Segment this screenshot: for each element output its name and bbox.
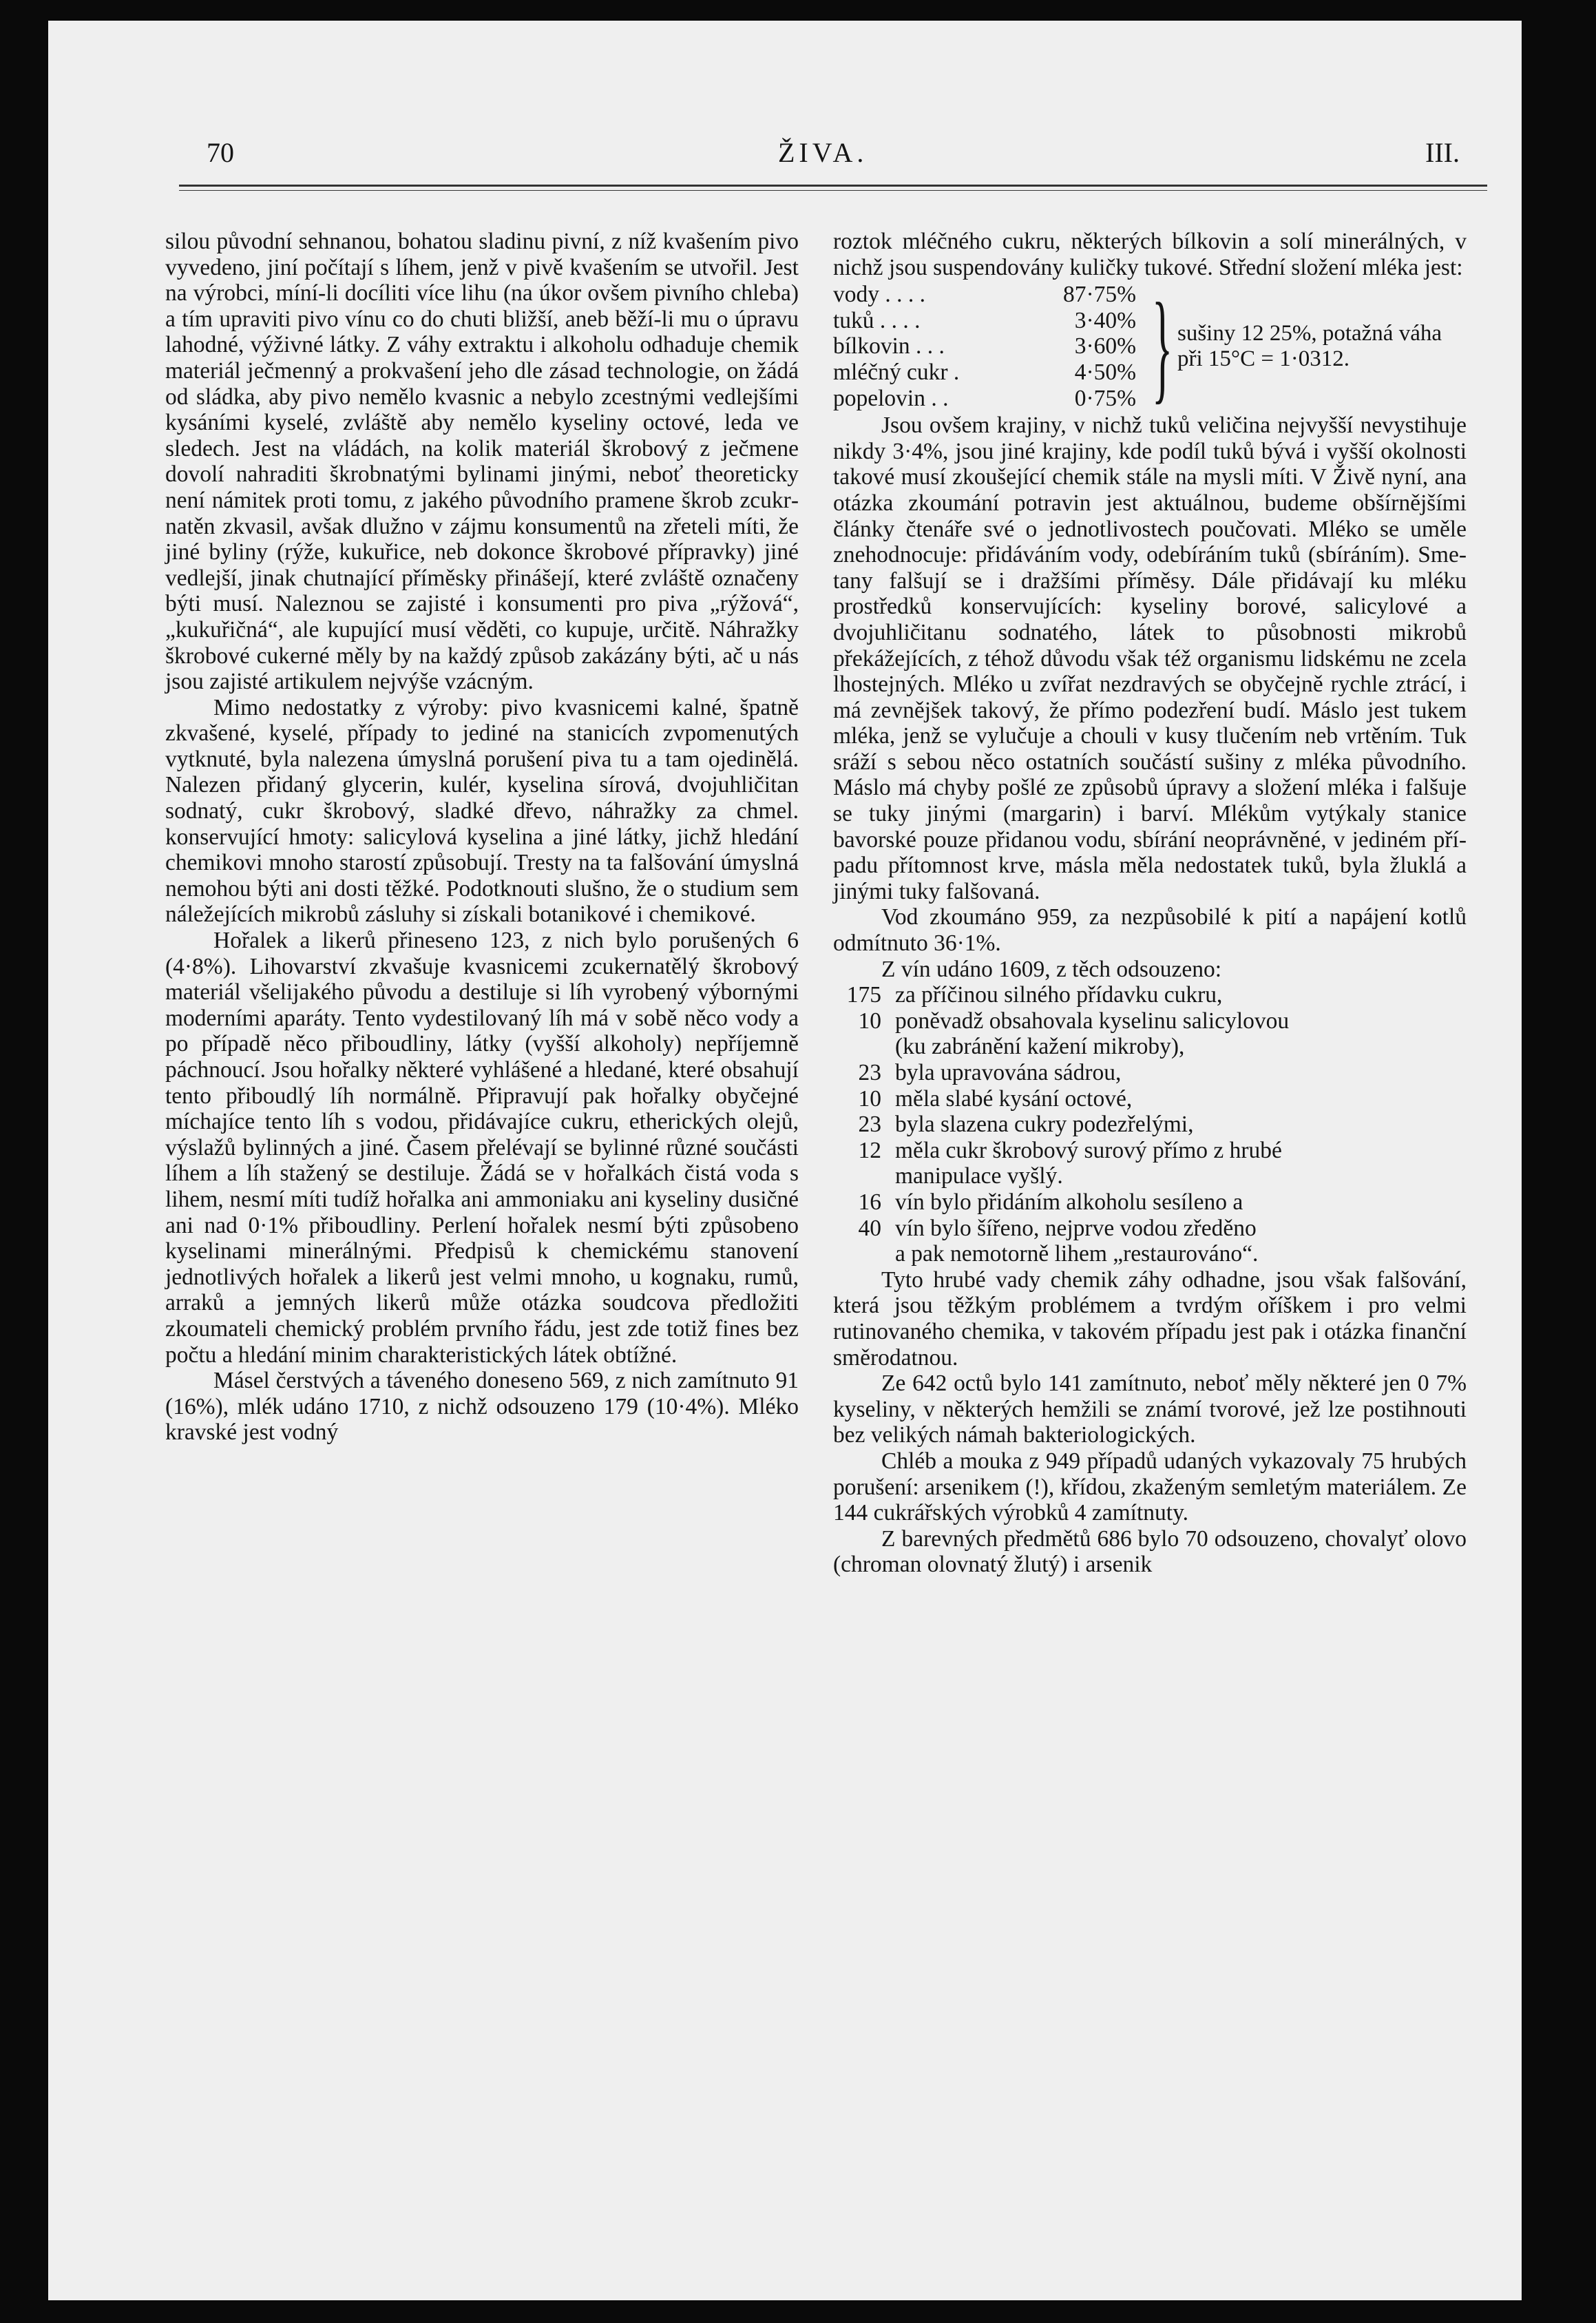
list-item-continuation: a pak nemotorně lihem „restaurováno“.: [895, 1241, 1259, 1267]
paragraph-fat: Jsou ovšem krajiny, v nichž tuků veličina nejvyšší nevystihuje nikdy 3·4%, jsou jiné krajiny, kde podíl tuků bývá i vyšší okolnosti takové musí zkoušející chemik stále na mysli míti. V Živě nyní, ana otázka zkoumání potravin jest aktuálnou, budeme obšírnějšími články čtenáře své o jednotlivostech poučovati. Mléko se uměle znehodnocuje: přidáváním vody, odebíráním tuků (sbíráním). Smetany falšují se i dražšími příměsy. Dále přidávají ku mléku prostředků konservujících: kyseliny borové, salicylové a dvojuhličitanu sodnatého, látek to působnosti mikrobů překážejících, z téhož důvodu však též organismu lidskému ne zcela lhostejných. Mléko u zvířat nezdravých se obyčejně rychle ztrácí, i má zevnějšek takový, že přímo podezření budí. Máslo jest tukem mléka, jenž se vylučuje a chouli v kusy tlučením neb vrtěním. Tuk sráží s sebou něco ostatních součástí sušiny z mléka původního. Máslo má chyby pošlé ze způsobů úpravy a složení mléka i falšuje se tuky jinými (margarin) i barví. Mlékům vytýkaly stanice bavorské pouze přidanou vodu, sbírání neoprávněné, v jediném případu přítomnost krve, másla měla nedostatek tuků, byla žluklá a jinými tuky falšovaná.: [833, 413, 1467, 904]
composition-row: mléčný cukr . 4·50%: [833, 359, 1136, 385]
paragraph-butter-milk: Másel čerstvých a táveného doneseno 569, z nich zamítnuto 91 (16%), mlék udáno 1710, z nichž odsouzeno 179 (10·4%). Mléko kravské jest vodný: [165, 1368, 799, 1446]
header-rule-thin: [179, 190, 1487, 191]
paragraph-spirits: Hořalek a likerů přineseno 123, z nich bylo porušených 6 (4·8%). Lihovarství zkvašuje kvasnicemi zcukernatělý škrobový materiál všelijakého původu a destiluje si líh vyrobený výbornými moderními aparáty. Tento vydestilovaný líh má v sobě něco vody a po případě něco přiboudliny, látky (vyšší alkoholy) nepříjemně páchnoucí. Jsou hořalky některé vyhlášené a hledané, které obsahují tento přiboudlý líh normálně. Připravují pak hořalky obyčejné míchajíce tento líh s vodou, přidávajíce cukru, etherických olejů, výslažů bylinných a jiné. Časem přelévají se bylinné různé součásti líhem a líh stažený se destiluje. Žádá se v hořalkách čistá voda s lihem, nesmí míti tudíž hořalka ani ammoniaku ani kyseliny dusičné ani nad 0·1% přiboudliny. Perlení hořalek nesmí býti způsobeno kyselinami minerálnými. Předpisů k chemickému stanovení jednotlivých hořalek a likerů jest velmi mnoho, u kognaku, rumů, arraků a jemných likerů může otázka soudcova předložiti zkoumateli chemický problém prvního řádu, jest zde totiž fines bez počtu a hledání minim charakteristických látek obtížné.: [165, 928, 799, 1368]
running-header: [179, 136, 1501, 185]
list-item-continuation: (ku zabránění kažení mikroby),: [895, 1034, 1185, 1060]
composition-row: popelovin . . 0·75%: [833, 385, 1136, 411]
volume-number: III.: [1425, 137, 1460, 168]
paragraph-water: Vod zkoumáno 959, za nezpůsobilé k pití a napájení kotlů odmítnuto 36·1%.: [833, 904, 1467, 957]
paragraph-vinegar: Ze 642 octů bylo 141 zamítnuto, neboť měly některé jen 0 7% kyseliny, v některých hemžili se známí tvorové, jež lze postihnouti bez velikých námah bakteriologických.: [833, 1371, 1467, 1448]
paragraph-wines-intro: Z vín udáno 1609, z těch odsouzeno:: [881, 956, 1222, 982]
composition-row: tuků . . . . 3·40%: [833, 307, 1136, 333]
left-column: [165, 229, 799, 1446]
brace-icon: }: [1152, 278, 1173, 415]
paragraph-beer: silou původní sehnanou, bohatou sladinu pivní, z níž kvašením pivo vyvedeno, jiní počítají s líhem, jenž v pivě kvašením se utvořil. Jest na výrobci, míní-li docíliti více lihu (na úkor ovšem pivního chleba) a tím upraviti pivo vínu co do chuti bližší, aneb běží-li mu o úpravu lahodné, výživné látky. Z váhy extraktu i alkoholu odhaduje chemik materiál ječmenný a prokvašení jeho dle zásad technologie, on žádá od sládka, aby pivo nemělo kvasnic a nebylo zcestnými vedlejšími kysáními kyselé, zvláště aby nemělo kyseliny octové, leda ve sledech. Jest na vládách, na kolik materiál škrobový z ječmene dovolí nahraditi škrobnatými bylinami jinými, neboť theoreticky není námitek proti tomu, z jakého původního pramene škrob zcukrnatěn zkvasil, avšak dlužno v zájmu konsumentů na zřeteli míti, že jiné byliny (rýže, kukuřice, neb dokonce škrobové přípravky) jiné vedlejší, jinak chutnající příměsky přinášejí, které zvláště označeny býti musí. Naleznou se zajisté i konsumenti pro piva „rýžová“, „kukuřičná“, ale kupující musí věděti, co kupuje, určitě. Náhražky škrobové cukerné měly by na každý způsob zakázány býti, ač u nás jsou zajisté artikulem nejvýše vzácným.: [165, 229, 799, 695]
paragraph-chemist: Tyto hrubé vady chemik záhy odhadne, jsou však falšování, která jsou těžkým problémem a tvrdým oříškem i pro velmi rutinovaného chemika, v takovém případu jest pak i otázka finanční směrodatnou.: [833, 1267, 1467, 1371]
paragraph-beer-defects: Mimo nedostatky z výroby: pivo kvasnicemi kalné, špatně zkvašené, kyselé, případy to jediné na stanicích zvpomenutých vytknuté, byla nalezena úmyslná porušení piva tu a tam ojedinělá. Nalezen přidaný glycerin, kulér, kyselina sírová, dvojuhličitan sodnatý, cukr škrobový, sladké dřevo, náhražky za chmel. konservující hmoty: salicylová kyselina a jiné látky, jichž hledání chemikovi mnoho starostí způsobují. Tresty na ta falšování úmyslná nemohou býti ani dosti těžké. Podotknouti slušno, že o studium sem náležejících mikrobů zásluhy si získali botanikové i chemikové.: [165, 694, 799, 928]
page-number: 70: [207, 137, 234, 168]
list-item: 23 byla slazena cukry podezřelými,: [858, 1112, 1194, 1138]
paragraph-milk-intro: roztok mléčného cukru, některých bílkovin a solí minerálných, v nichž jsou suspendovány kuličky tukové. Střední složení mléka jest:: [833, 229, 1467, 280]
scanned-page: [48, 21, 1522, 2300]
milk-composition-table: [833, 278, 1467, 415]
list-item: 40 vín bylo šířeno, nejprve vodou zředěno: [858, 1215, 1257, 1241]
list-item: 23 byla upravována sádrou,: [858, 1060, 1122, 1085]
list-item: 10 měla slabé kysání octové,: [858, 1085, 1133, 1112]
list-item: 16 vín bylo přidáním alkoholu sesíleno a: [858, 1189, 1243, 1215]
paragraph-colored-goods: Z barevných předmětů 686 bylo 70 odsouzeno, chovalyť olovo (chroman olovnatý žlutý) i arsenik: [833, 1525, 1467, 1578]
list-item: 175 za příčinou silného přídavku cukru,: [846, 982, 1223, 1008]
composition-row: vody . . . . 87·75%: [833, 282, 1136, 308]
composition-row: bílkovin . . . 3·60%: [833, 333, 1136, 360]
header-rule: [179, 185, 1487, 187]
list-item-continuation: manipulace vyšlý.: [895, 1163, 1063, 1189]
list-item: 10 poněvadž obsahovala kyselinu salicylovou: [858, 1008, 1290, 1034]
journal-title: ŽIVA.: [778, 137, 868, 168]
paragraph-bread: Chléb a mouka z 949 případů udaných vykazovaly 75 hrubých porušení: arsenikem (!), křídou, zkaženým semletým materiálem. Ze 144 cukrářských výrobků 4 zamítnuty.: [833, 1448, 1467, 1526]
list-item: 12 měla cukr škrobový surový přímo z hrubé: [858, 1137, 1282, 1163]
wine-list: [833, 982, 1467, 1267]
right-column: [833, 229, 1467, 1578]
composition-note: sušiny 12 25%, potažná váha při 15°C = 1·0312.: [1177, 320, 1442, 372]
